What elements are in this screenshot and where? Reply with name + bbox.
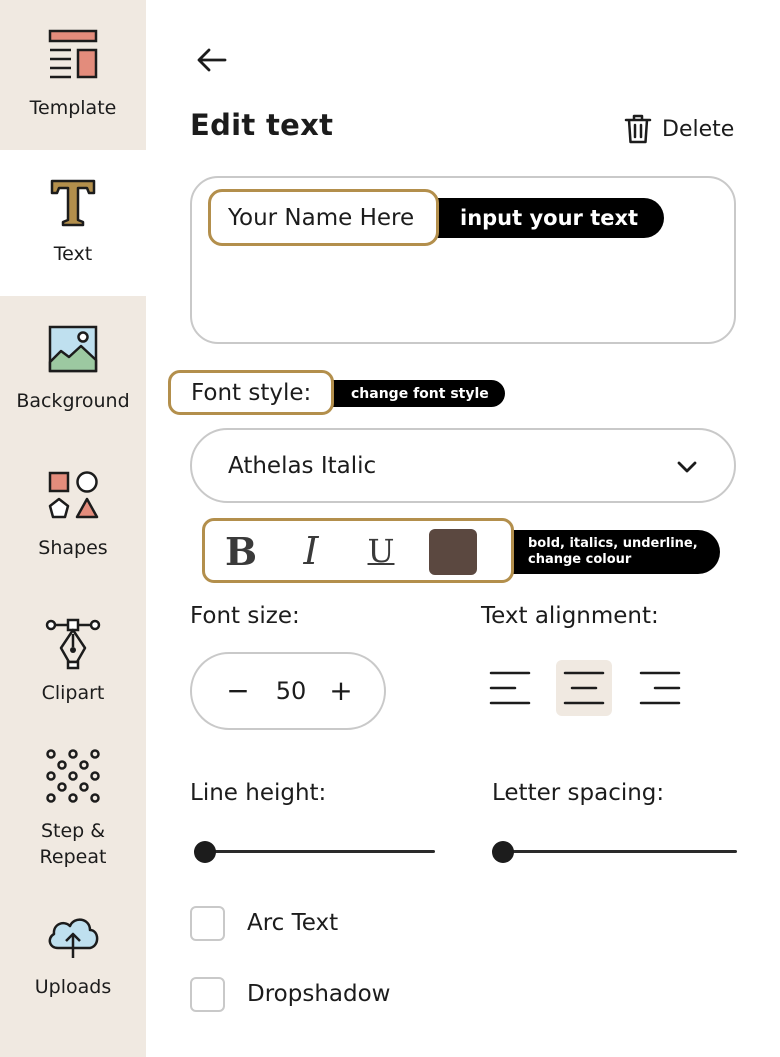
font-size-value[interactable]: 50 (275, 677, 307, 705)
font-style-selected: Athelas Italic (228, 452, 377, 479)
bold-button[interactable]: B (224, 528, 258, 574)
slider-track (194, 850, 435, 853)
template-icon (0, 28, 146, 82)
align-center-button[interactable] (556, 660, 612, 716)
sidebar-item-background[interactable] (0, 296, 146, 442)
annotation-formatting-line1: bold, italics, underline, (528, 536, 698, 551)
step-repeat-icon (0, 748, 146, 804)
delete-label: Delete (662, 116, 735, 142)
sidebar-item-template[interactable] (0, 0, 146, 150)
sidebar (0, 0, 146, 1057)
font-style-label: Font style: (168, 370, 334, 415)
slider-handle[interactable] (194, 841, 216, 863)
align-right-button[interactable] (632, 660, 688, 716)
slider-handle[interactable] (492, 841, 514, 863)
decrease-button[interactable]: − (226, 674, 250, 707)
sidebar-item-label: Step & (40, 820, 106, 842)
font-style-select[interactable] (190, 428, 736, 503)
text-input-value[interactable]: Your Name Here (208, 189, 439, 246)
arc-text-option[interactable] (190, 905, 338, 941)
increase-button[interactable]: + (329, 674, 353, 707)
sidebar-item-label: Shapes (38, 537, 108, 559)
line-height-label: Line height: (190, 780, 327, 806)
font-size-stepper (190, 652, 386, 730)
arc-text-checkbox[interactable] (190, 906, 225, 941)
annotation-input-text: input your text (428, 198, 664, 238)
align-center-icon (563, 669, 605, 707)
annotation-formatting (500, 530, 720, 574)
delete-button[interactable] (624, 112, 734, 146)
align-left-button[interactable] (482, 660, 538, 716)
letter-spacing-slider[interactable] (492, 840, 737, 864)
arc-text-label: Arc Text (247, 910, 339, 936)
align-left-icon (489, 669, 531, 707)
sidebar-item-clipart[interactable] (0, 588, 146, 734)
formatting-toolbar (202, 518, 514, 583)
letter-spacing-label: Letter spacing: (492, 780, 665, 806)
arrow-left-icon (195, 44, 229, 76)
sidebar-item-text[interactable] (0, 150, 146, 296)
sidebar-item-label: Template (29, 97, 117, 119)
sidebar-item-label: Background (16, 390, 130, 412)
color-swatch[interactable] (429, 529, 477, 575)
annotation-font-style: change font style (325, 380, 505, 407)
sidebar-item-label: Text (53, 243, 93, 265)
uploads-icon (0, 912, 146, 960)
sidebar-item-step-repeat[interactable] (0, 734, 146, 894)
dropshadow-label: Dropshadow (247, 981, 391, 1007)
sidebar-item-label: Uploads (34, 976, 112, 998)
back-button[interactable] (195, 44, 229, 76)
italic-button[interactable]: I (303, 529, 319, 573)
sidebar-item-uploads[interactable] (0, 894, 146, 1057)
sidebar-item-label: Clipart (41, 682, 105, 704)
page-title: Edit text (190, 108, 334, 142)
sidebar-item-label-line2: Repeat (39, 846, 107, 868)
trash-icon (624, 114, 652, 144)
align-right-icon (639, 669, 681, 707)
chevron-down-icon (676, 456, 698, 478)
slider-track (492, 850, 737, 853)
font-size-label: Font size: (190, 603, 300, 629)
underline-button[interactable]: U (367, 532, 395, 570)
sidebar-item-shapes[interactable] (0, 442, 146, 588)
shapes-icon (0, 470, 146, 522)
line-height-slider[interactable] (194, 840, 435, 864)
annotation-formatting-line2: change colour (528, 552, 632, 567)
background-icon (0, 324, 146, 374)
dropshadow-option[interactable] (190, 976, 390, 1012)
text-icon (0, 178, 146, 228)
text-alignment-label: Text alignment: (481, 603, 659, 629)
dropshadow-checkbox[interactable] (190, 977, 225, 1012)
clipart-icon (0, 616, 146, 672)
